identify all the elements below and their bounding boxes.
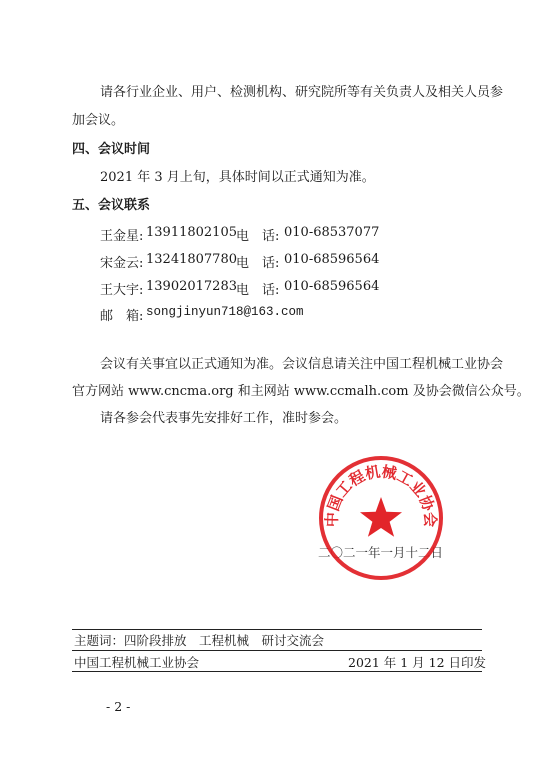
divider-middle (72, 650, 482, 651)
paragraph-notice-line1: 会议有关事宜以正式通知为准。会议信息请关注中国工程机械工业协会 (100, 357, 504, 372)
email-label: 邮 箱: (100, 309, 144, 324)
contact-tel: 010-68596564 (284, 279, 380, 294)
meeting-time-text: 2021 年 3 月上旬，具体时间以正式通知为准。 (100, 170, 375, 185)
footer-issue-date: 2021 年 1 月 12 日印发 (348, 655, 487, 670)
contact-tel-label: 电 话: (236, 283, 280, 298)
star-icon (360, 497, 402, 537)
contact-name: 宋金云: (100, 256, 144, 271)
paragraph-attendees-line2: 加会议。 (72, 113, 125, 128)
contact-tel: 010-68537077 (284, 225, 380, 240)
contact-name: 王大宇: (100, 283, 144, 298)
email-address: songjinyun718@163.com (146, 305, 304, 319)
contact-tel: 010-68596564 (284, 252, 380, 267)
page-number: - 2 - (106, 699, 131, 714)
contact-tel-label: 电 话: (236, 256, 280, 271)
divider-top (72, 629, 482, 630)
paragraph-notice-line2: 官方网站 www.cncma.org 和主网站 www.ccmalh.com 及协会微信公众号。 (72, 384, 530, 399)
footer-organization: 中国工程机械工业协会 (74, 655, 200, 670)
contact-mobile: 13241807780 (146, 252, 237, 267)
subject-keywords: 主题词：四阶段排放 工程机械 研讨交流会 (74, 633, 325, 648)
contact-mobile: 13902017283 (146, 279, 237, 294)
contact-mobile: 13911802105 (146, 225, 237, 240)
paragraph-attendees-line1: 请各行业企业、用户、检测机构、研究院所等有关负责人及相关人员参 (100, 85, 504, 100)
official-seal (318, 455, 444, 581)
signature-date: 二〇二一年一月十二日 (318, 545, 444, 560)
seal-text: 中国工程机械工业协会 (322, 462, 440, 528)
contact-name: 王金星: (100, 229, 144, 244)
divider-bottom (72, 671, 482, 672)
section-heading-meeting-time: 四、会议时间 (72, 142, 151, 157)
section-heading-meeting-contact: 五、会议联系 (72, 198, 151, 213)
paragraph-attendance: 请各参会代表事先安排好工作，准时参会。 (100, 411, 348, 426)
contact-tel-label: 电 话: (236, 229, 280, 244)
